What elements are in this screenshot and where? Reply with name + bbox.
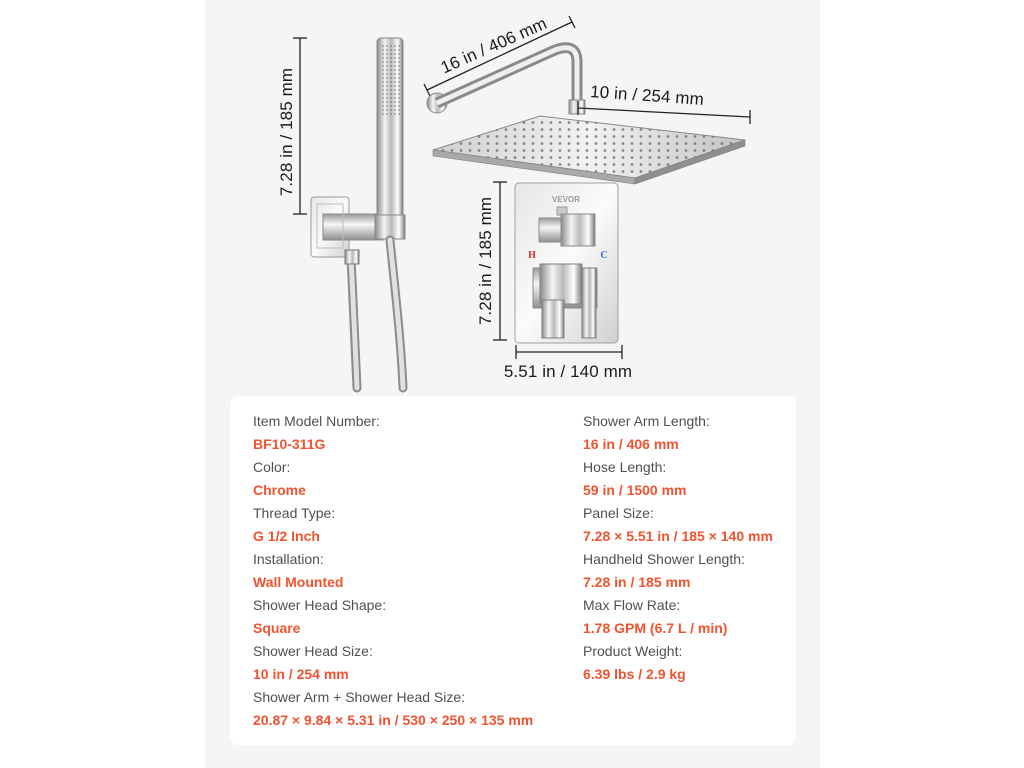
- spec-label-max-flow-rate: Max Flow Rate:: [583, 597, 681, 613]
- spec-value-color: Chrome: [253, 482, 306, 498]
- specs-left-column: [253, 410, 533, 732]
- spec-value-max-flow-rate: 1.78 GPM (6.7 L / min): [583, 620, 728, 636]
- spec-value-head-size: 10 in / 254 mm: [253, 666, 349, 682]
- spec-value-arm-length: 16 in / 406 mm: [583, 436, 679, 452]
- spec-value-head-shape: Square: [253, 620, 301, 636]
- shower-hose: [345, 240, 403, 388]
- spec-label-panel-size: Panel Size:: [583, 505, 654, 521]
- spec-label-model-number: Item Model Number:: [253, 413, 380, 429]
- spec-value-thread-type: G 1/2 Inch: [253, 528, 320, 544]
- spec-value-arm-head-size: 20.87 × 9.84 × 5.31 in / 530 × 250 × 135 mm: [253, 712, 534, 728]
- specs-right-column: [583, 410, 773, 686]
- head-size-label: 10 in / 254 mm: [589, 82, 705, 109]
- spec-value-hose-length: 59 in / 1500 mm: [583, 482, 687, 498]
- spec-value-model-number: BF10-311G: [253, 436, 326, 452]
- spec-label-arm-length: Shower Arm Length:: [583, 413, 710, 429]
- panel-width-label: 5.51 in / 140 mm: [503, 362, 633, 381]
- valve-trim-panel: [515, 183, 618, 343]
- cold-indicator: C: [600, 250, 608, 261]
- spec-label-hose-length: Hose Length:: [583, 459, 667, 475]
- hand-shower-bracket: [311, 197, 383, 257]
- spec-value-product-weight: 6.39 lbs / 2.9 kg: [583, 666, 686, 682]
- spec-label-head-size: Shower Head Size:: [253, 643, 373, 659]
- specifications-card: [230, 396, 796, 745]
- spec-label-handheld-length: Handheld Shower Length:: [583, 551, 745, 567]
- panel-height-label: 7.28 in / 185 mm: [476, 196, 495, 326]
- hot-indicator: H: [528, 250, 536, 261]
- spec-value-panel-size: 7.28 × 5.51 in / 185 × 140 mm: [583, 528, 773, 544]
- spec-label-head-shape: Shower Head Shape:: [253, 597, 387, 613]
- spec-label-product-weight: Product Weight:: [583, 643, 683, 659]
- panel-brand-text: VEVOR: [551, 195, 581, 204]
- panel-width-dimension-line: [516, 345, 622, 359]
- spec-value-installation: Wall Mounted: [253, 574, 344, 590]
- hand-shower: [375, 38, 405, 239]
- handheld-height-label: 7.28 in / 185 mm: [277, 67, 296, 197]
- spec-label-thread-type: Thread Type:: [253, 505, 336, 521]
- arm-length-label: 16 in / 406 mm: [437, 13, 550, 78]
- product-illustration: [205, 0, 820, 395]
- spec-label-arm-head-size: Shower Arm + Shower Head Size:: [253, 689, 466, 705]
- spec-value-handheld-length: 7.28 in / 185 mm: [583, 574, 691, 590]
- spec-label-installation: Installation:: [253, 551, 324, 567]
- spec-label-color: Color:: [253, 459, 291, 475]
- rain-shower-head: [433, 116, 745, 184]
